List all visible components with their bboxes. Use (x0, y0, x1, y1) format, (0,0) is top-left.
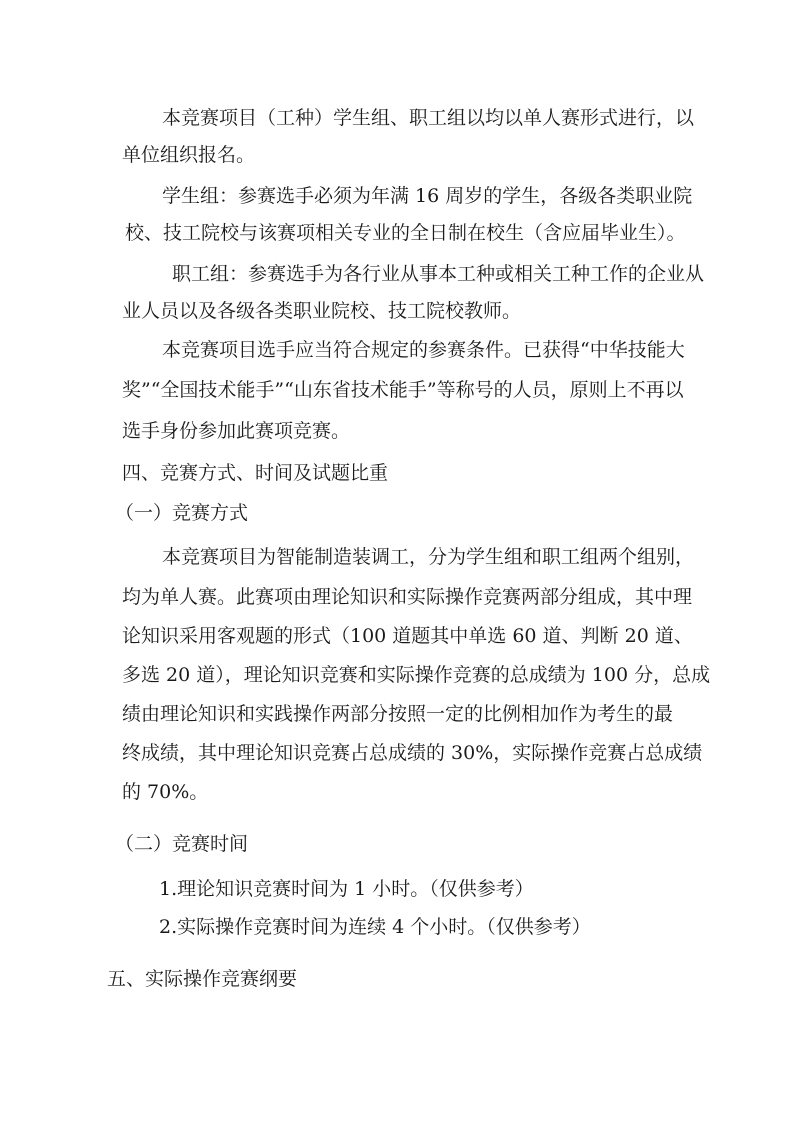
paragraph-line: 奖”“全国技术能手”“山东省技术能手”等称号的人员，原则上不再以 (122, 379, 684, 401)
paragraph-line: 选手身份参加此赛项竞赛。 (122, 420, 351, 442)
paragraph-line: 本竞赛项目为智能制造装调工，分为学生组和职工组两个组别， (162, 546, 695, 568)
paragraph-line: 多选 20 道），理论知识竞赛和实际操作竞赛的总成绩为 100 分，总成 (122, 664, 711, 686)
section-heading: 五、实际操作竞赛纲要 (107, 968, 298, 990)
subsection-heading: （一）竞赛方式 (115, 502, 249, 524)
paragraph-line: 学生组：参赛选手必须为年满 16 周岁的学生，各级各类职业院 (162, 185, 693, 207)
paragraph-line: 的 70%。 (122, 781, 209, 803)
paragraph-line: 单位组织报名。 (122, 144, 256, 166)
paragraph-line: 绩由理论知识和实践操作两部分按照一定的比例相加作为考生的最 (122, 703, 674, 725)
paragraph-line: 本竞赛项目（工种）学生组、职工组以均以单人赛形式进行，以 (162, 107, 695, 129)
paragraph-line: 均为单人赛。此赛项由理论知识和实际操作竞赛两部分组成，其中理 (122, 586, 693, 608)
subsection-heading: （二）竞赛时间 (115, 833, 249, 855)
list-item: 2.实际操作竞赛时间为连续 4 个小时。（仅供参考） (159, 916, 591, 938)
paragraph-line: 职工组：参赛选手为各行业从事本工种或相关工种工作的企业从 (172, 263, 705, 285)
paragraph-line: 本竞赛项目选手应当符合规定的参赛条件。已获得“中华技能大 (162, 339, 685, 361)
paragraph-line: 校、技工院校与该赛项相关专业的全日制在校生（含应届毕业生）。 (125, 222, 686, 244)
paragraph-line: 终成绩，其中理论知识竞赛占总成绩的 30%，实际操作竞赛占总成绩 (122, 742, 703, 764)
list-item: 1.理论知识竞赛时间为 1 小时。（仅供参考） (159, 878, 534, 900)
paragraph-line: 论知识采用客观题的形式（100 道题其中单选 60 道、判断 20 道、 (122, 625, 693, 647)
section-heading: 四、竞赛方式、时间及试题比重 (122, 462, 389, 484)
paragraph-line: 业人员以及各级各类职业院校、技工院校教师。 (122, 300, 522, 322)
